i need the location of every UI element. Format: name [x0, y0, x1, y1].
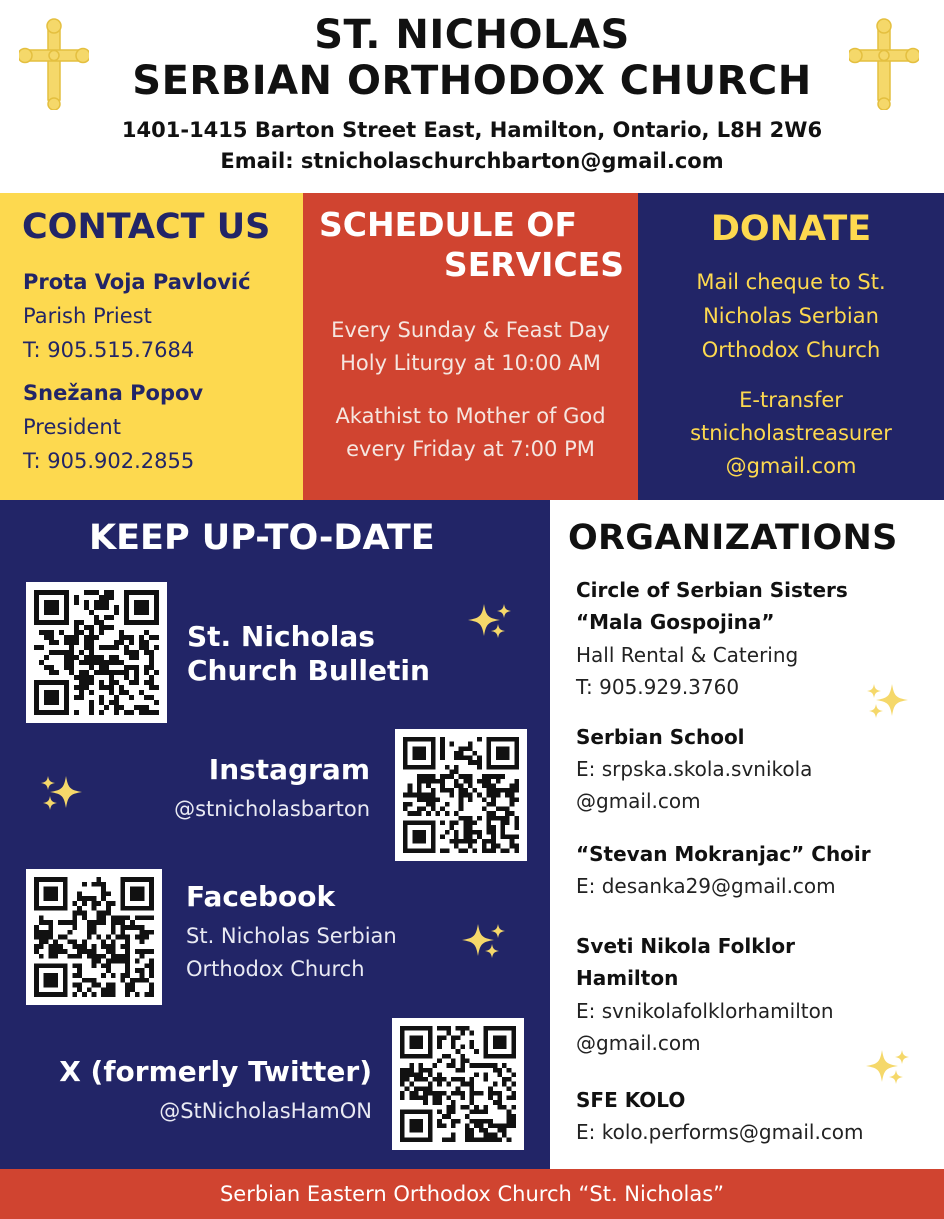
schedule-line: Holy Liturgy at 10:00 AM — [340, 351, 601, 375]
org-detail: E: srpska.skola.svnikola — [576, 757, 813, 781]
president-name: Snežana Popov — [23, 381, 204, 405]
org-detail: E: desanka29@gmail.com — [576, 874, 836, 898]
org-name: Sveti Nikola Folklor — [576, 934, 796, 958]
facebook-title: Facebook — [186, 880, 336, 913]
schedule-heading-line1: SCHEDULE OF — [319, 205, 577, 244]
schedule-line: Every Sunday & Feast Day — [331, 318, 610, 342]
donate-line: Nicholas Serbian — [703, 304, 879, 328]
donate-line: Mail cheque to St. — [696, 270, 886, 294]
donate-line: E-transfer — [739, 388, 843, 412]
keep-up-to-date-panel — [0, 500, 550, 1169]
qr-code-icon[interactable] — [26, 869, 162, 1005]
priest-role: Parish Priest — [23, 304, 152, 328]
qr-code-icon[interactable] — [26, 582, 167, 723]
instagram-handle[interactable]: @stnicholasbarton — [174, 797, 370, 821]
organizations-panel — [550, 500, 944, 1169]
org-name: Circle of Serbian Sisters — [576, 578, 848, 602]
org-detail: T: 905.929.3760 — [576, 675, 740, 699]
org-name: “Mala Gospojina” — [576, 610, 775, 634]
twitter-handle[interactable]: @StNicholasHamON — [159, 1099, 372, 1123]
church-title-line1: ST. NICHOLAS — [314, 12, 630, 58]
sparkle-icon — [466, 600, 514, 642]
president-role: President — [23, 415, 121, 439]
footer-text: Serbian Eastern Orthodox Church “St. Nicholas” — [219, 1182, 725, 1206]
priest-name: Prota Voja Pavlović — [23, 270, 251, 294]
sparkle-icon — [38, 772, 86, 814]
bulletin-title-line2: Church Bulletin — [187, 654, 430, 687]
qr-code-icon[interactable] — [395, 729, 527, 861]
sparkle-icon — [864, 1046, 912, 1088]
instagram-title: Instagram — [208, 753, 370, 786]
donate-panel — [638, 193, 944, 500]
schedule-heading-line2: SERVICES — [443, 245, 624, 284]
church-address: 1401-1415 Barton Street East, Hamilton, Ontario, L8H 2W6 — [121, 118, 823, 142]
contact-heading: CONTACT US — [22, 207, 271, 247]
donate-line: stnicholastreasurer — [690, 421, 892, 445]
org-name: “Stevan Mokranjac” Choir — [576, 842, 871, 866]
donate-heading: DONATE — [710, 209, 872, 249]
org-name: SFE KOLO — [576, 1088, 686, 1112]
donate-line: @gmail.com — [725, 454, 857, 478]
schedule-panel — [303, 193, 638, 500]
priest-phone: T: 905.515.7684 — [23, 338, 195, 362]
schedule-line: Akathist to Mother of God — [335, 404, 606, 428]
org-name: Hamilton — [576, 966, 679, 990]
facebook-page-line1[interactable]: St. Nicholas Serbian — [186, 924, 397, 948]
church-title-line2: SERBIAN ORTHODOX CHURCH — [132, 58, 812, 104]
org-detail: @gmail.com — [576, 789, 701, 813]
bulletin-title-line1: St. Nicholas — [187, 620, 375, 653]
org-detail: @gmail.com — [576, 1031, 701, 1055]
org-name: Serbian School — [576, 725, 745, 749]
org-detail: Hall Rental & Catering — [576, 643, 799, 667]
keep-up-to-date-heading: KEEP UP-TO-DATE — [89, 518, 435, 558]
twitter-title: X (formerly Twitter) — [59, 1055, 372, 1088]
president-phone: T: 905.902.2855 — [23, 449, 195, 473]
sparkle-icon — [460, 920, 508, 962]
qr-code-icon[interactable] — [392, 1018, 524, 1150]
donate-line: Orthodox Church — [701, 338, 881, 362]
contact-panel — [0, 193, 303, 500]
organizations-heading: ORGANIZATIONS — [568, 518, 898, 558]
church-email: Email: stnicholaschurchbarton@gmail.com — [220, 149, 724, 173]
org-detail: E: svnikolafolklorhamilton — [576, 999, 834, 1023]
org-detail: E: kolo.performs@gmail.com — [576, 1120, 864, 1144]
page-header — [0, 0, 944, 193]
footer-bar — [0, 1169, 944, 1219]
sparkle-icon — [864, 680, 912, 722]
facebook-page-line2[interactable]: Orthodox Church — [186, 957, 365, 981]
schedule-line: every Friday at 7:00 PM — [346, 437, 595, 461]
